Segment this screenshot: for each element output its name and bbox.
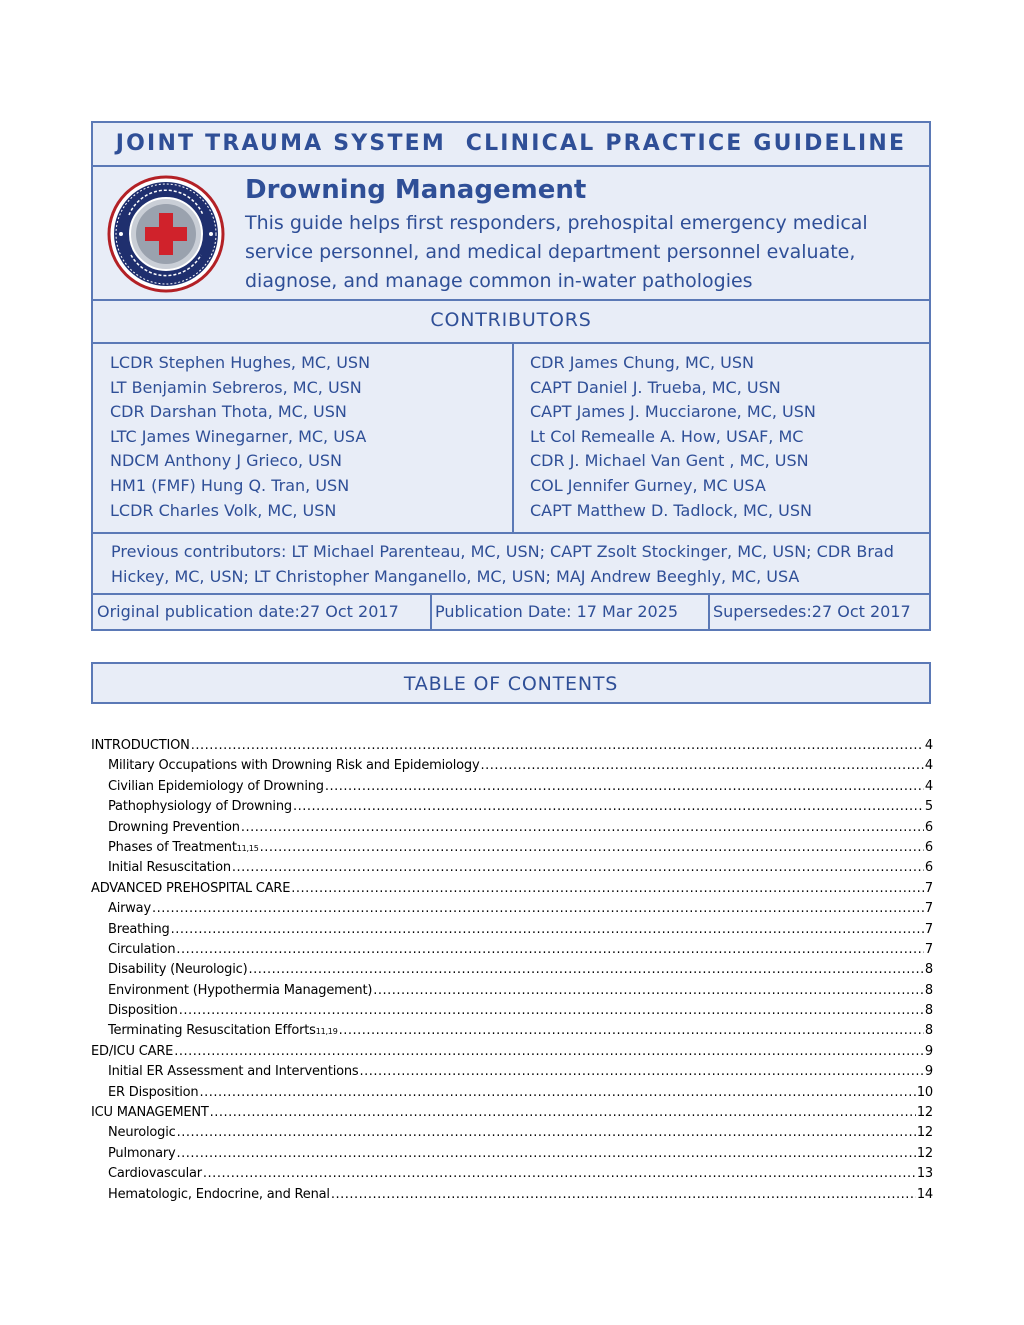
toc-entry[interactable] (91, 736, 933, 756)
toc-entry-page-number: 7 (924, 880, 933, 896)
toc-entry-label: ED/ICU CARE (91, 1043, 174, 1059)
toc-leader-dots (177, 1123, 916, 1143)
toc-leader-dots (199, 1083, 915, 1103)
toc-heading: TABLE OF CONTENTS (403, 673, 619, 695)
toc-entry-page-number: 6 (924, 819, 933, 835)
toc-entry[interactable] (91, 1185, 933, 1205)
toc-leader-dots (174, 1042, 924, 1062)
toc-entry-label: Disability (Neurologic) (108, 962, 248, 978)
contributor-name: CDR J. Michael Van Gent , MC, USN (530, 451, 809, 471)
toc-entry[interactable] (91, 920, 933, 940)
toc-leader-dots (360, 1062, 924, 1082)
toc-entry-label: Pulmonary (108, 1145, 176, 1161)
toc-entry-label: Initial ER Assessment and Interventions (108, 1064, 359, 1080)
toc-entry[interactable]: Terminating Resuscitation Efforts 11,19 ..... 8 (91, 1021, 933, 1041)
toc-entry[interactable] (91, 797, 933, 817)
toc-leader-dots (241, 818, 924, 838)
contributor-name: LTC James Winegarner, MC, USA (110, 426, 367, 446)
toc-leader-dots (203, 1164, 916, 1184)
toc-entry-page-number: 6 (924, 860, 933, 876)
guideline-header-box (91, 121, 931, 631)
toc-entry-page-number: 10 (916, 1084, 933, 1100)
toc-entry-page-number: 14 (916, 1186, 933, 1202)
toc-entry-label: Civilian Epidemiology of Drowning (108, 778, 324, 794)
toc-entry-label: Drowning Prevention (108, 819, 240, 835)
toc-entry-label: Circulation (108, 941, 176, 957)
contributor-name: CAPT Matthew D. Tadlock, MC, USN (530, 500, 812, 520)
toc-entry-label: Initial Resuscitation (108, 860, 231, 876)
toc-entry-page-number: 4 (924, 738, 933, 753)
toc-entry[interactable] (91, 858, 933, 878)
contributor-name: Lt Col Remealle A. How, USAF, MC (530, 426, 804, 446)
divider (93, 532, 929, 534)
toc-leader-dots (480, 756, 923, 776)
divider (93, 593, 929, 595)
toc-entry-label: Military Occupations with Drowning Risk and Epidemiology (108, 758, 480, 774)
contributors-left-column (110, 351, 370, 523)
toc-entry-label: Hematologic, Endocrine, and Renal (108, 1186, 330, 1202)
toc-leader-dots (232, 858, 924, 878)
original-publication-date: Original publication date:27 Oct 2017 (97, 602, 399, 621)
toc-leader-dots (177, 1144, 916, 1164)
toc-entry-label: Disposition (108, 1003, 178, 1019)
toc-entry[interactable] (91, 940, 933, 960)
toc-entry-label: Cardiovascular (108, 1166, 202, 1182)
toc-entry[interactable] (91, 879, 933, 899)
toc-entry-page-number: 8 (924, 1003, 933, 1019)
toc-entry[interactable] (91, 1001, 933, 1021)
toc-entry-page-number: 12 (916, 1145, 933, 1161)
toc-entry[interactable] (91, 960, 933, 980)
contributor-name: HM1 (FMF) Hung Q. Tran, USN (110, 475, 350, 495)
toc-leader-dots (373, 981, 924, 1001)
toc-leader-dots (260, 838, 924, 858)
contributors-right-column (530, 351, 816, 523)
toc-entry-page-number: 8 (924, 982, 933, 998)
toc-entry-label: Breathing (108, 921, 170, 937)
contributor-name: COL Jennifer Gurney, MC USA (530, 475, 766, 495)
toc-entry[interactable] (91, 756, 933, 776)
toc-entry[interactable]: Phases of Treatment 11,15 ..... 6 (91, 838, 933, 858)
contributor-name: LT Benjamin Sebreros, MC, USN (110, 377, 362, 397)
toc-entry[interactable] (91, 1123, 933, 1143)
toc-entry[interactable] (91, 1062, 933, 1082)
toc-entry-label: Terminating Resuscitation Efforts (108, 1023, 316, 1039)
column-divider (512, 342, 514, 532)
toc-entry-label: Environment (Hypothermia Management) (108, 982, 373, 998)
toc-entry-page-number: 4 (924, 778, 933, 794)
toc-entry[interactable] (91, 1164, 933, 1184)
table-of-contents-heading-box (91, 662, 931, 704)
toc-entry[interactable] (91, 1103, 933, 1123)
toc-leader-dots (339, 1021, 924, 1041)
toc-entry-label: Phases of Treatment (108, 839, 237, 855)
contributor-name: LCDR Stephen Hughes, MC, USN (110, 353, 371, 372)
toc-entry-page-number: 4 (924, 758, 933, 774)
toc-entry-label: ICU MANAGEMENT (91, 1105, 209, 1121)
toc-entry-page-number: 7 (924, 921, 933, 937)
divider (93, 299, 929, 301)
toc-leader-dots (171, 920, 924, 940)
contributor-name: CAPT Daniel J. Trueba, MC, USN (530, 377, 781, 397)
toc-leader-dots (291, 879, 924, 899)
column-divider (708, 593, 710, 631)
toc-entry-page-number: 13 (916, 1166, 933, 1182)
toc-entry-label: Airway (108, 901, 151, 917)
toc-entry-page-number: 12 (916, 1105, 933, 1121)
toc-leader-dots (179, 1001, 924, 1021)
toc-entry-label: ER Disposition (108, 1084, 199, 1100)
toc-entry-page-number: 8 (924, 1023, 933, 1039)
document-title: Drowning Management (245, 175, 587, 205)
toc-entry[interactable] (91, 818, 933, 838)
system-title: JOINT TRAUMA SYSTEM CLINICAL PRACTICE GUIDELINE (115, 131, 907, 156)
toc-entry-label: INTRODUCTION (91, 738, 190, 753)
divider (93, 342, 929, 344)
toc-entry-page-number: 7 (924, 901, 933, 917)
toc-entry[interactable] (91, 981, 933, 1001)
previous-contributors: Previous contributors: LT Michael Parenteau, MC, USN; CAPT Zsolt Stockinger, MC, USN; CDR Brad Hickey, MC, USN; LT Christopher Manganello, MC, USN; MAJ Andrew Beeghly, MC, USA (111, 542, 894, 586)
toc-leader-dots (176, 940, 924, 960)
contributor-name: CDR James Chung, MC, USN (530, 353, 754, 372)
divider (93, 165, 929, 167)
document-description: This guide helps first responders, prehospital emergency medical service personnel, and medical department personnel evaluate, diagnose, and manage common in-water pathologies (245, 212, 868, 292)
toc-entry-page-number: 6 (924, 839, 933, 855)
supersedes-date: Supersedes:27 Oct 2017 (713, 602, 911, 621)
toc-entry-page-number: 8 (924, 962, 933, 978)
toc-entry-page-number: 5 (924, 799, 933, 815)
toc-leader-dots (331, 1185, 916, 1205)
toc-leader-dots (152, 899, 924, 919)
toc-entry[interactable] (91, 1083, 933, 1103)
toc-entry-page-number: 9 (924, 1064, 933, 1080)
toc-leader-dots (293, 797, 924, 817)
toc-entry-label: ADVANCED PREHOSPITAL CARE (91, 880, 291, 896)
toc-leader-dots (325, 777, 924, 797)
toc-entry-page-number: 12 (916, 1125, 933, 1141)
toc-entry-label: Neurologic (108, 1125, 176, 1141)
contributor-name: NDCM Anthony J Grieco, USN (110, 451, 342, 471)
toc-entry-label: Pathophysiology of Drowning (108, 799, 292, 815)
joint-trauma-system-seal-icon (107, 175, 225, 293)
toc-leader-dots (191, 736, 924, 756)
toc-entry-page-number: 7 (924, 941, 933, 957)
column-divider (430, 593, 432, 631)
contributors-heading: CONTRIBUTORS (430, 309, 592, 331)
toc-entry[interactable] (91, 777, 933, 797)
toc-leader-dots (248, 960, 923, 980)
table-of-contents (91, 736, 933, 1205)
contributor-name: CAPT James J. Mucciarone, MC, USN (530, 402, 816, 422)
toc-entry-page-number: 9 (924, 1043, 933, 1059)
contributor-name: CDR Darshan Thota, MC, USN (110, 402, 347, 422)
toc-entry[interactable] (91, 1042, 933, 1062)
publication-date: Publication Date: 17 Mar 2025 (435, 602, 679, 621)
toc-entry[interactable] (91, 899, 933, 919)
toc-leader-dots (210, 1103, 916, 1123)
toc-entry[interactable] (91, 1144, 933, 1164)
contributor-name: LCDR Charles Volk, MC, USN (110, 500, 337, 520)
